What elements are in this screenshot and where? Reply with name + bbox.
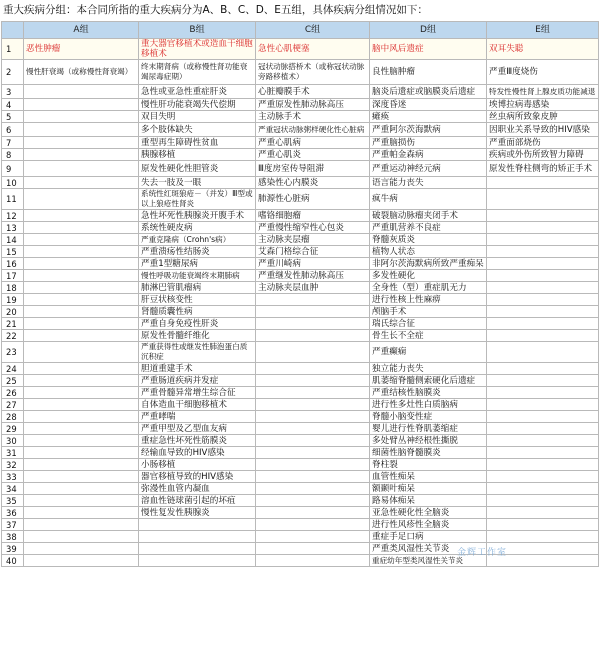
group-e-cell: 丝虫病所致象皮肿: [487, 111, 599, 123]
table-row: [2, 447, 599, 459]
row-number: 4: [2, 99, 24, 111]
group-c-cell: 严重心肌炎: [256, 149, 370, 161]
group-c-cell: 严重冠状动脉粥样硬化性心脏病: [256, 123, 370, 137]
group-d-cell: 骨生长不全症: [370, 330, 487, 342]
table-row: [2, 39, 599, 60]
group-a-cell: [24, 234, 139, 246]
group-d-cell: 独立能力丧失: [370, 363, 487, 375]
group-e-cell: 埃博拉病毒感染: [487, 99, 599, 111]
group-d-cell: 脊柱裂: [370, 459, 487, 471]
group-a-cell: [24, 258, 139, 270]
group-c-cell: [256, 318, 370, 330]
group-a-cell: [24, 270, 139, 282]
group-e-cell: [487, 411, 599, 423]
group-a-cell: [24, 342, 139, 363]
group-a-cell: [24, 189, 139, 210]
group-e-cell: [487, 471, 599, 483]
group-a-cell: [24, 411, 139, 423]
group-d-cell: 亚急性硬化性全脑炎: [370, 507, 487, 519]
group-e-cell: [487, 189, 599, 210]
group-d-cell: 细菌性脑脊髓膜炎: [370, 447, 487, 459]
group-b-cell: 终末期肾病（或称慢性肾功能衰竭尿毒症期）: [139, 60, 256, 85]
group-d-cell: 严重脑损伤: [370, 137, 487, 149]
table-row: [2, 161, 599, 177]
group-b-cell: 重症急性坏死性筋膜炎: [139, 435, 256, 447]
group-c-cell: [256, 459, 370, 471]
group-c-cell: 心脏瓣膜手术: [256, 85, 370, 99]
group-b-cell: 原发性硬化性胆管炎: [139, 161, 256, 177]
group-a-cell: [24, 543, 139, 555]
group-a-cell: [24, 85, 139, 99]
group-c-cell: [256, 483, 370, 495]
group-e-cell: [487, 318, 599, 330]
group-d-cell: 婴儿进行性脊肌萎缩症: [370, 423, 487, 435]
row-number: 25: [2, 375, 24, 387]
group-e-cell: [487, 210, 599, 222]
table-row: [2, 330, 599, 342]
row-number: 37: [2, 519, 24, 531]
row-number: 38: [2, 531, 24, 543]
group-b-cell: [139, 555, 256, 567]
row-number: 11: [2, 189, 24, 210]
group-c-cell: 感染性心内膜炎: [256, 177, 370, 189]
row-number: 9: [2, 161, 24, 177]
group-b-cell: 胆道重建手术: [139, 363, 256, 375]
group-d-cell: 进行性多灶性白质脑病: [370, 399, 487, 411]
table-row: [2, 282, 599, 294]
group-b-cell: 肝豆状核变性: [139, 294, 256, 306]
table-row: [2, 435, 599, 447]
row-number: 20: [2, 306, 24, 318]
group-d-cell: 非阿尔茨海默病所致严重痴呆: [370, 258, 487, 270]
group-b-cell: 严重1型糖尿病: [139, 258, 256, 270]
row-number: 33: [2, 471, 24, 483]
group-b-cell: 严重自身免疫性肝炎: [139, 318, 256, 330]
group-c-cell: [256, 435, 370, 447]
row-number: 2: [2, 60, 24, 85]
table-row: [2, 318, 599, 330]
group-b-cell: 急性坏死性胰腺炎开腹手术: [139, 210, 256, 222]
group-b-cell: 慢性肝功能衰竭失代偿期: [139, 99, 256, 111]
group-e-cell: [487, 447, 599, 459]
watermark: 金辉工作室: [457, 548, 508, 558]
group-c-cell: [256, 375, 370, 387]
group-a-cell: [24, 123, 139, 137]
group-c-cell: 冠状动脉搭桥术（或称冠状动脉旁路移植术）: [256, 60, 370, 85]
row-number: 24: [2, 363, 24, 375]
table-row: [2, 399, 599, 411]
group-d-cell: 脊髓灰质炎: [370, 234, 487, 246]
group-e-cell: [487, 375, 599, 387]
row-number: 13: [2, 222, 24, 234]
group-e-cell: [487, 306, 599, 318]
group-c-cell: 严重继发性肺动脉高压: [256, 270, 370, 282]
header-row: [2, 22, 599, 39]
group-d-cell: 肌萎缩脊髓侧索硬化后遗症: [370, 375, 487, 387]
row-number: 31: [2, 447, 24, 459]
group-d-cell: 严重结核性脑膜炎: [370, 387, 487, 399]
table-row: [2, 387, 599, 399]
table-row: [2, 222, 599, 234]
group-a-cell: [24, 423, 139, 435]
group-c-cell: Ⅲ度房室传导阻滞: [256, 161, 370, 177]
table-row: [2, 342, 599, 363]
group-a-cell: [24, 294, 139, 306]
group-a-cell: [24, 282, 139, 294]
row-number: 15: [2, 246, 24, 258]
table-row: [2, 234, 599, 246]
group-b-cell: 急性或亚急性重症肝炎: [139, 85, 256, 99]
group-b-cell: 多个肢体缺失: [139, 123, 256, 137]
group-b-cell: 自体造血干细胞移植术: [139, 399, 256, 411]
group-c-cell: [256, 495, 370, 507]
group-b-cell: 严重骨髓异常增生综合征: [139, 387, 256, 399]
group-e-cell: [487, 342, 599, 363]
group-b-cell: 弥漫性血管内凝血: [139, 483, 256, 495]
group-b-cell: 慢性呼吸功能衰竭终末期肺病: [139, 270, 256, 282]
group-b-cell: 严重克隆病（Crohn's病）: [139, 234, 256, 246]
group-b-cell: 慢性复发性胰腺炎: [139, 507, 256, 519]
table-row: [2, 483, 599, 495]
group-e-cell: [487, 234, 599, 246]
table-row: [2, 495, 599, 507]
group-c-cell: [256, 555, 370, 567]
group-b-cell: 重型再生障碍性贫血: [139, 137, 256, 149]
group-c-cell: 主动脉夹层瘤: [256, 234, 370, 246]
group-e-cell: 因职业关系导致的HIV感染: [487, 123, 599, 137]
row-number: 21: [2, 318, 24, 330]
group-c-cell: [256, 471, 370, 483]
group-c-cell: [256, 411, 370, 423]
group-d-cell: 植物人状态: [370, 246, 487, 258]
group-e-cell: [487, 495, 599, 507]
group-c-cell: [256, 306, 370, 318]
header-group-a: A组: [24, 22, 139, 39]
group-e-cell: 特发性慢性肾上腺皮质功能减退: [487, 85, 599, 99]
table-row: [2, 123, 599, 137]
group-d-cell: 多发性硬化: [370, 270, 487, 282]
group-d-cell: 颅脑手术: [370, 306, 487, 318]
group-e-cell: [487, 531, 599, 543]
row-number: 16: [2, 258, 24, 270]
group-d-cell: 多处臂丛神经根性撕脱: [370, 435, 487, 447]
group-c-cell: [256, 342, 370, 363]
group-d-cell: 脊髓小脑变性症: [370, 411, 487, 423]
group-d-cell: 语言能力丧失: [370, 177, 487, 189]
group-c-cell: 肺源性心脏病: [256, 189, 370, 210]
group-d-cell: 进行性核上性麻痹: [370, 294, 487, 306]
group-b-cell: [139, 543, 256, 555]
group-c-cell: 主动脉手术: [256, 111, 370, 123]
group-e-cell: [487, 330, 599, 342]
table-row: [2, 294, 599, 306]
group-b-cell: 严重哮喘: [139, 411, 256, 423]
row-number: 36: [2, 507, 24, 519]
group-a-cell: [24, 459, 139, 471]
group-b-cell: 严重肠道疾病并发症: [139, 375, 256, 387]
table-row: [2, 210, 599, 222]
group-e-cell: [487, 258, 599, 270]
group-a-cell: [24, 161, 139, 177]
group-a-cell: [24, 399, 139, 411]
header-group-c: C组: [256, 22, 370, 39]
group-c-cell: 急性心肌梗塞: [256, 39, 370, 60]
group-a-cell: [24, 111, 139, 123]
group-b-cell: 肺淋巴管肌瘤病: [139, 282, 256, 294]
group-a-cell: [24, 375, 139, 387]
row-number: 18: [2, 282, 24, 294]
group-d-cell: 良性脑肿瘤: [370, 60, 487, 85]
row-number: 29: [2, 423, 24, 435]
group-c-cell: 严重原发性肺动脉高压: [256, 99, 370, 111]
group-b-cell: 小肠移植: [139, 459, 256, 471]
group-e-cell: 双耳失聪: [487, 39, 599, 60]
row-number: 3: [2, 85, 24, 99]
row-number: 34: [2, 483, 24, 495]
group-c-cell: 嗜铬细胞瘤: [256, 210, 370, 222]
group-e-cell: [487, 270, 599, 282]
group-e-cell: 严重Ⅲ度烧伤: [487, 60, 599, 85]
group-a-cell: [24, 330, 139, 342]
group-a-cell: [24, 246, 139, 258]
group-b-cell: 肾髓质囊性病: [139, 306, 256, 318]
row-number: 1: [2, 39, 24, 60]
row-number: 14: [2, 234, 24, 246]
row-number: 27: [2, 399, 24, 411]
group-e-cell: [487, 282, 599, 294]
table-row: [2, 137, 599, 149]
group-a-cell: [24, 99, 139, 111]
group-e-cell: [487, 519, 599, 531]
group-c-cell: [256, 447, 370, 459]
group-d-cell: 疯牛病: [370, 189, 487, 210]
group-b-cell: 严重溃疡性结肠炎: [139, 246, 256, 258]
group-a-cell: [24, 177, 139, 189]
group-d-cell: 重症手足口病: [370, 531, 487, 543]
table-row: [2, 246, 599, 258]
row-number: 32: [2, 459, 24, 471]
group-e-cell: [487, 507, 599, 519]
group-b-cell: 系统性硬皮病: [139, 222, 256, 234]
group-b-cell: 经输血导致的HIV感染: [139, 447, 256, 459]
group-a-cell: [24, 507, 139, 519]
row-number: 5: [2, 111, 24, 123]
group-a-cell: [24, 222, 139, 234]
group-d-cell: 严重阿尔茨海默病: [370, 123, 487, 137]
table-row: [2, 543, 599, 555]
group-d-cell: 全身性（型）重症肌无力: [370, 282, 487, 294]
group-b-cell: 胰腺移植: [139, 149, 256, 161]
row-number: 23: [2, 342, 24, 363]
group-e-cell: [487, 435, 599, 447]
group-e-cell: [487, 399, 599, 411]
group-d-cell: 脑炎后遗症或脑膜炎后遗症: [370, 85, 487, 99]
group-e-cell: [487, 459, 599, 471]
group-a-cell: [24, 363, 139, 375]
row-number: 30: [2, 435, 24, 447]
table-row: [2, 99, 599, 111]
table-row: [2, 149, 599, 161]
group-d-cell: 深度昏迷: [370, 99, 487, 111]
group-d-cell: 严重类风湿性关节炎: [370, 543, 487, 555]
table-row: [2, 531, 599, 543]
group-c-cell: [256, 519, 370, 531]
group-a-cell: [24, 531, 139, 543]
group-e-cell: [487, 423, 599, 435]
table-body: [2, 39, 599, 567]
disease-group-table: [1, 21, 599, 567]
group-e-cell: [487, 222, 599, 234]
table-row: [2, 555, 599, 567]
table-row: [2, 471, 599, 483]
row-number: 19: [2, 294, 24, 306]
group-b-cell: [139, 531, 256, 543]
group-e-cell: [487, 483, 599, 495]
row-number: 28: [2, 411, 24, 423]
table-row: [2, 189, 599, 210]
group-d-cell: 额颞叶痴呆: [370, 483, 487, 495]
group-e-cell: 严重面部烧伤: [487, 137, 599, 149]
group-d-cell: 进行性风疹性全脑炎: [370, 519, 487, 531]
group-a-cell: [24, 149, 139, 161]
table-row: [2, 411, 599, 423]
group-e-cell: 原发性脊柱侧弯的矫正手术: [487, 161, 599, 177]
group-d-cell: 严重运动神经元病: [370, 161, 487, 177]
group-b-cell: 溶血性链球菌引起的坏疽: [139, 495, 256, 507]
group-c-cell: 艾森门格综合征: [256, 246, 370, 258]
table-row: [2, 270, 599, 282]
row-number: 17: [2, 270, 24, 282]
group-a-cell: [24, 306, 139, 318]
header-group-b: B组: [139, 22, 256, 39]
page-title: 重大疾病分组：本合同所指的重大疾病分为A、B、C、D、E五组，具体疾病分组情况如下：: [3, 4, 428, 16]
table-row: [2, 177, 599, 189]
row-number: 39: [2, 543, 24, 555]
group-a-cell: [24, 495, 139, 507]
group-c-cell: 严重川崎病: [256, 258, 370, 270]
group-a-cell: [24, 519, 139, 531]
group-d-cell: 破裂脑动脉瘤夹闭手术: [370, 210, 487, 222]
row-number: 7: [2, 137, 24, 149]
table-row: [2, 507, 599, 519]
group-b-cell: 双目失明: [139, 111, 256, 123]
table-row: [2, 375, 599, 387]
group-d-cell: 血管性痴呆: [370, 471, 487, 483]
group-b-cell: 严重甲型及乙型血友病: [139, 423, 256, 435]
group-a-cell: 慢性肝衰竭（或称慢性肾衰竭）: [24, 60, 139, 85]
row-number: 40: [2, 555, 24, 567]
group-c-cell: [256, 531, 370, 543]
row-number: 35: [2, 495, 24, 507]
group-a-cell: 恶性肿瘤: [24, 39, 139, 60]
row-number: 6: [2, 123, 24, 137]
group-e-cell: 疾病或外伤所致智力障碍: [487, 149, 599, 161]
group-a-cell: [24, 447, 139, 459]
table-row: [2, 519, 599, 531]
table-row: [2, 111, 599, 123]
group-c-cell: [256, 423, 370, 435]
group-d-cell: 瑞氏综合征: [370, 318, 487, 330]
group-c-cell: 严重心肌病: [256, 137, 370, 149]
group-c-cell: [256, 399, 370, 411]
row-number: 10: [2, 177, 24, 189]
table-row: [2, 258, 599, 270]
group-e-cell: [487, 363, 599, 375]
group-c-cell: 主动脉夹层血肿: [256, 282, 370, 294]
group-d-cell: 脑中风后遗症: [370, 39, 487, 60]
group-a-cell: [24, 318, 139, 330]
group-b-cell: 严重获得性或继发性肺泡蛋白质沉积症: [139, 342, 256, 363]
group-a-cell: [24, 435, 139, 447]
group-a-cell: [24, 387, 139, 399]
row-number: 26: [2, 387, 24, 399]
table-row: [2, 85, 599, 99]
row-number: 22: [2, 330, 24, 342]
table-row: [2, 423, 599, 435]
group-a-cell: [24, 555, 139, 567]
table-row: [2, 60, 599, 85]
group-a-cell: [24, 483, 139, 495]
group-c-cell: 严重慢性缩窄性心包炎: [256, 222, 370, 234]
group-e-cell: [487, 387, 599, 399]
group-c-cell: [256, 387, 370, 399]
group-b-cell: 失去一肢及一眼: [139, 177, 256, 189]
table-row: [2, 306, 599, 318]
group-d-cell: 严重癫痫: [370, 342, 487, 363]
group-b-cell: [139, 519, 256, 531]
group-d-cell: 瘫痪: [370, 111, 487, 123]
table-row: [2, 459, 599, 471]
header-group-e: E组: [487, 22, 599, 39]
group-c-cell: [256, 294, 370, 306]
group-c-cell: [256, 543, 370, 555]
group-e-cell: [487, 294, 599, 306]
group-e-cell: [487, 177, 599, 189]
row-number: 8: [2, 149, 24, 161]
group-a-cell: [24, 210, 139, 222]
group-d-cell: 严重帕金森病: [370, 149, 487, 161]
group-b-cell: 原发性骨髓纤维化: [139, 330, 256, 342]
group-d-cell: 严重肌营养不良症: [370, 222, 487, 234]
group-c-cell: [256, 330, 370, 342]
header-group-d: D组: [370, 22, 487, 39]
group-b-cell: 系统性红斑狼疮－（并发）Ⅲ型或以上狼疮性肾炎: [139, 189, 256, 210]
group-b-cell: 器官移植导致的HIV感染: [139, 471, 256, 483]
group-a-cell: [24, 471, 139, 483]
group-c-cell: [256, 507, 370, 519]
group-a-cell: [24, 137, 139, 149]
group-d-cell: 路易体痴呆: [370, 495, 487, 507]
group-d-cell: 重症幼年型类风湿性关节炎: [370, 555, 487, 567]
header-index: [2, 22, 24, 39]
table-row: [2, 363, 599, 375]
group-b-cell: 重大器官移植术或造血干细胞移植术: [139, 39, 256, 60]
row-number: 12: [2, 210, 24, 222]
group-c-cell: [256, 363, 370, 375]
group-e-cell: [487, 246, 599, 258]
